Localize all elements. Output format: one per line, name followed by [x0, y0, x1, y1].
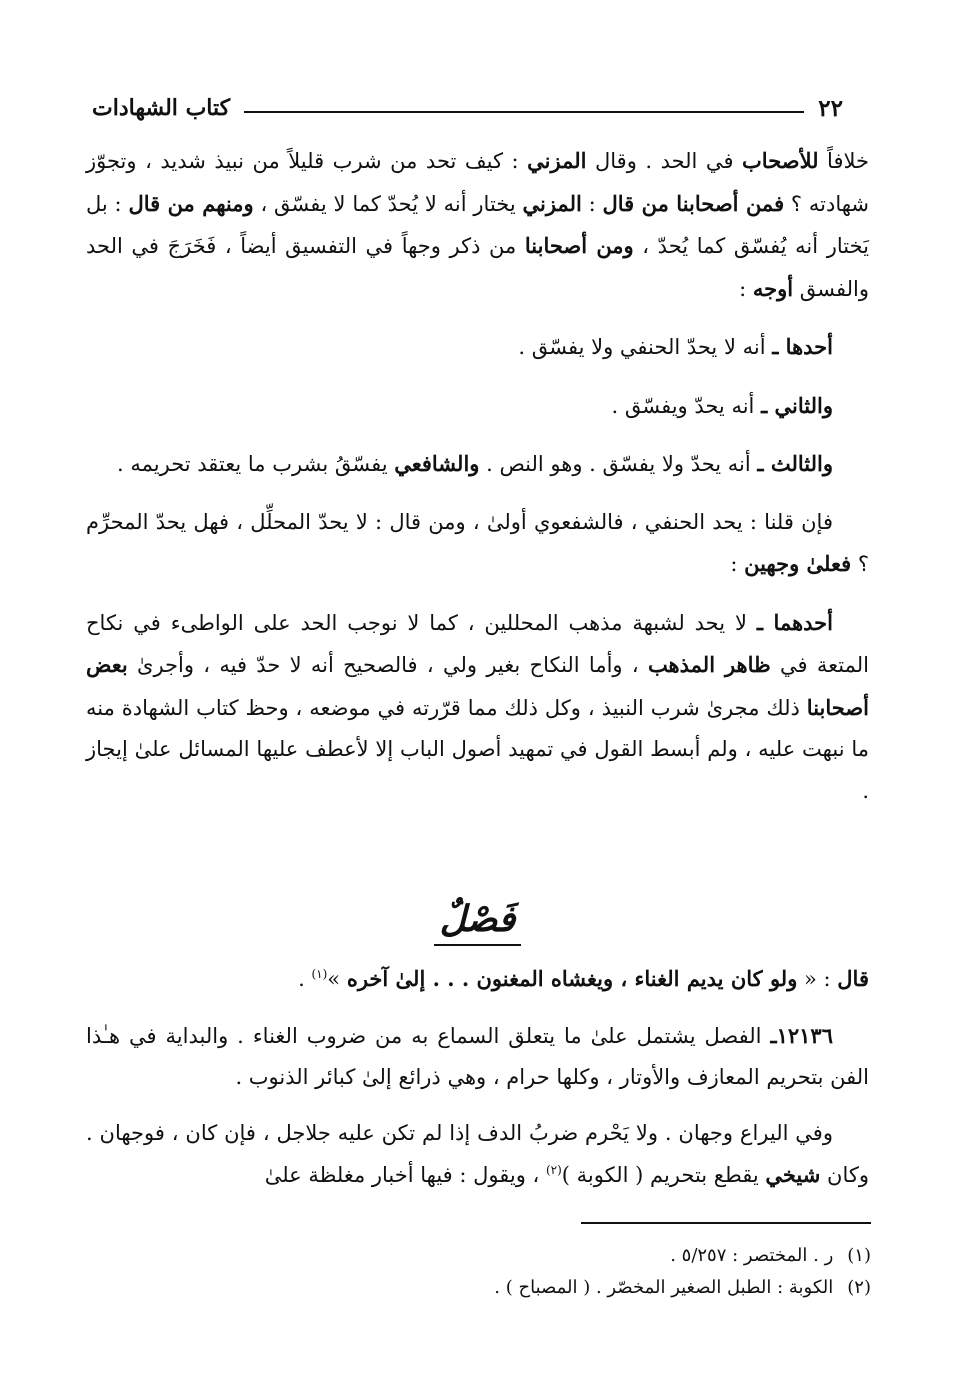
footnote: (١)ر . المختصر : ٥/٢٥٧ .	[670, 1245, 871, 1266]
main-text	[86, 140, 869, 828]
paragraph: فإن قلنا : يحد الحنفي ، فالشفعوي أولىٰ ، ومن قال : لا يحدّ المحلِّل ، فهل يحدّ المحرِّم ؟ فعلىٰ وجهين :	[86, 509, 869, 576]
paragraph: أحدها ـ أنه لا يحدّ الحنفي ولا يفسّق .	[518, 334, 833, 359]
page-header	[92, 88, 843, 128]
footnotes	[86, 1240, 871, 1304]
section-text	[86, 958, 869, 1211]
header-rule	[244, 111, 804, 113]
paragraph-number: ١٢١٣٦ـ	[770, 1022, 833, 1048]
paragraph: خلافاً للأصحاب في الحد . وقال المزني : كيف تحد من شرب قليلاً من نبيذ شديد ، وتجوّز شهادته ؟ فمن أصحابنا من قال : المزني يختار أنه لا يُحدّ كما لا يفسّق ، ومنهم من قال : بل يَختار أنه يُفسّق كما يُحدّ ، ومن أصحابنا من ذكر وجهاً في التفسيق أيضاً ، فَخَرَجَ في الحد والفسق أوجه :	[86, 148, 870, 301]
footnote: (٢)الكوبة : الطبل الصغير المخصّر . ( المصباح ) .	[494, 1277, 871, 1298]
section-title: فَصْلٌ	[434, 898, 522, 946]
footnote-ref: (١)	[311, 967, 328, 981]
footnote-ref: (٢)	[545, 1163, 562, 1177]
paragraph: ١٢١٣٦ـ الفصل يشتمل علىٰ ما يتعلق السماع به من ضروب الغناء . والبداية في هـٰذا الفن بتحريم المعازف والأوتار ، وكلها حرام ، وهي ذرائع إلىٰ كبائر الذنوب .	[86, 1022, 869, 1089]
paragraph: وفي اليراع وجهان . ولا يَحْرم ضربُ الدف إذا لم تكن عليه جلاجل ، فإن كان ، فوجهان . وكان شيخي يقطع بتحريم ( الكوبة )$^{(٢)}$ ، ويقول : فيها أخبار مغلظة علىٰ	[86, 1120, 869, 1187]
page-number: ٢٢	[818, 94, 843, 122]
quote-line: قال : « ولو كان يديم الغناء ، ويغشاه المغنون . . . إلىٰ آخره »$^{(١)}$ .	[298, 966, 869, 991]
paragraph: والثالث ـ أنه يحدّ ولا يفسّق . وهو النص . والشافعي يفسّقُ بشرب ما يعتقد تحريمه .	[117, 451, 833, 476]
book-title: كتاب الشهادات	[92, 95, 231, 121]
footnote-divider	[581, 1222, 871, 1224]
paragraph: أحدهما ـ لا يحد لشبهة مذهب المحللين ، كما لا نوجب الحد على الواطىء في نكاح المتعة في ظاهر المذهب ، وأما النكاح بغير ولي ، فالصحيح أنه لا حدّ فيه ، وأجرىٰ بعض أصحابنا ذلك مجرىٰ شرب النبيذ ، وكل ذلك مما قرّرته في موضعه ، وحظ كتاب الشهادة منه ما نبهت عليه ، ولم أبسط القول في تمهيد أصول الباب إلا لأعطف عليها المسائل علىٰ إيجاز .	[86, 609, 869, 803]
paragraph: والثاني ـ أنه يحدّ ويفسّق .	[611, 392, 833, 418]
section-ornament	[0, 898, 955, 946]
